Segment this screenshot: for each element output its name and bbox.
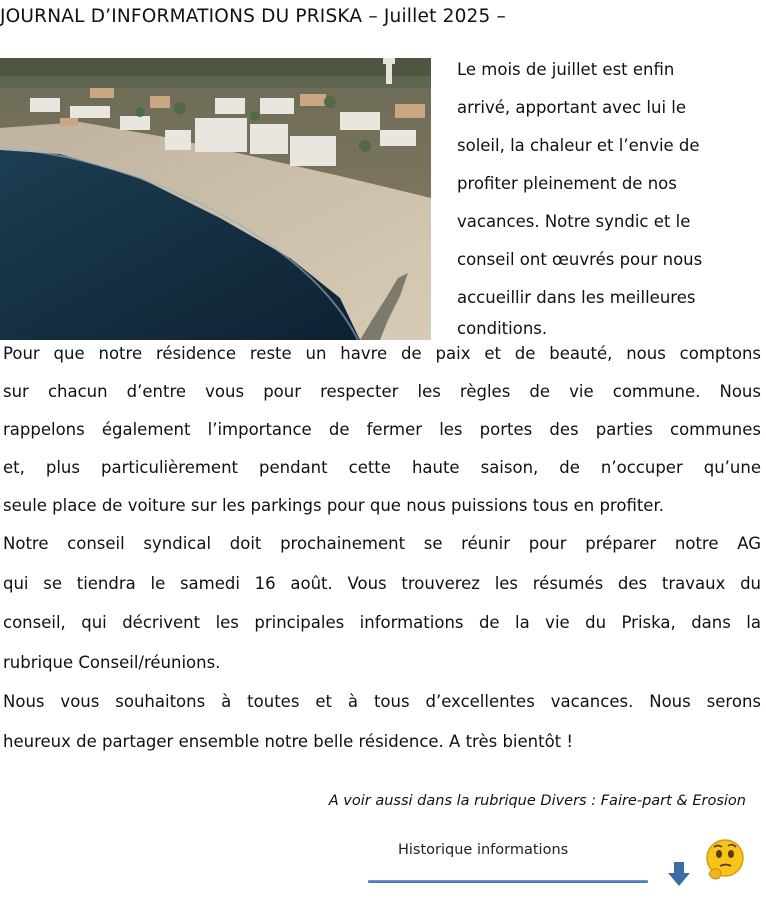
intro-line: accueillir dans les meilleures <box>457 288 696 307</box>
beach-aerial-photo <box>0 58 431 340</box>
intro-line: arrivé, apportant avec lui le <box>457 98 687 117</box>
intro-line: conditions. <box>457 319 548 338</box>
body-line: rubrique Conseil/réunions. <box>3 652 221 672</box>
intro-line: conseil ont œuvrés pour nous <box>457 250 703 269</box>
body-line: heureux de partager ensemble notre belle résidence. A très bientôt ! <box>3 731 574 751</box>
intro-line: profiter pleinement de nos <box>457 174 677 193</box>
body-line: seule place de voiture sur les parkings pour que nous puissions tous en profiter. <box>3 496 664 515</box>
body-line: et, plus particulièrement pendant cette haute saison, de n’occuper qu’une <box>3 458 761 477</box>
body-line: conseil, qui décrivent les principales informations de la vie du Priska, dans la <box>3 613 761 632</box>
body-line: Nous vous souhaitons à toutes et à tous d’excellentes vacances. Nous serons <box>3 692 761 711</box>
body-line: rappelons également l’importance de fermer les portes des parties communes <box>3 420 761 439</box>
history-link-underline <box>368 880 648 883</box>
body-line: Pour que notre résidence reste un havre de paix et de beauté, nous comptons <box>3 344 761 363</box>
down-arrow-icon[interactable] <box>667 861 691 887</box>
see-also-note: A voir aussi dans la rubrique Divers : Faire-part & Erosion <box>328 793 746 809</box>
page-title: JOURNAL D’INFORMATIONS DU PRISKA – Juillet 2025 – <box>0 6 507 27</box>
intro-line: soleil, la chaleur et l’envie de <box>457 136 700 155</box>
intro-line: vacances. Notre syndic et le <box>457 212 691 231</box>
thinking-face-icon[interactable] <box>703 838 747 882</box>
body-line: qui se tiendra le samedi 16 août. Vous trouverez les résumés des travaux du <box>3 573 761 593</box>
body-line: sur chacun d’entre vous pour respecter les règles de vie commune. Nous <box>3 382 761 401</box>
body-text <box>3 340 761 767</box>
body-line: Notre conseil syndical doit prochainement se réunir pour préparer notre AG <box>3 534 761 553</box>
intro-paragraph <box>457 51 757 341</box>
history-link[interactable]: Historique informations <box>398 842 569 858</box>
intro-line: Le mois de juillet est enfin <box>457 60 675 79</box>
